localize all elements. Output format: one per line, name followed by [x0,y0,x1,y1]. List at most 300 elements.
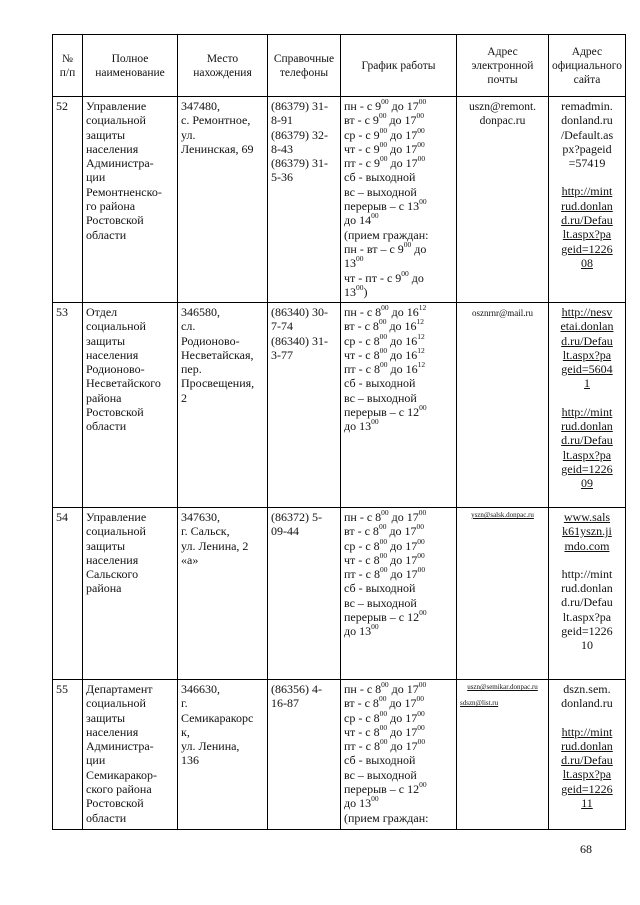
schedule-text: вс – выходной [344,767,417,782]
org-name-line: защиты [86,333,126,348]
email-address[interactable]: osznrnr@mail.ru [471,308,534,318]
schedule-text: до 16 [388,305,419,319]
schedule-time-minutes: 12 [416,317,425,327]
org-phones-line: 5-36 [271,170,293,185]
schedule-time-minutes: 00 [416,522,425,532]
schedule-text: ) [363,284,368,299]
org-location-line: пер. [181,362,202,377]
org-name-line: области [86,810,127,825]
org-name [83,680,178,830]
website-link-line[interactable]: rud.donlan [561,581,613,596]
org-name-line: области [86,227,127,242]
header-schedule: График работы [341,35,457,97]
website-link-line[interactable]: remadmin. [561,99,613,113]
org-location-line: Ленинская, 69 [181,141,254,156]
org-name-line: Ростовской [86,796,144,811]
schedule-time-minutes: 00 [417,722,425,732]
schedule-text: пн - с 9 [344,99,382,113]
schedule-time-minutes: 00 [379,345,388,355]
schedule-text: до 13 [344,796,372,811]
schedule-time-minutes: 00 [419,780,427,790]
email-cell [457,508,549,680]
website-cell [549,303,626,508]
org-location-line: г. [181,696,188,711]
org-name-line: социальной [86,524,146,539]
website-link-line[interactable]: http://mint [561,566,613,581]
schedule-line [344,362,453,376]
row-number: 52 [53,97,83,303]
schedule-text: (прием граждан: [344,227,429,242]
website-link-line[interactable]: lt.aspx?pa [562,609,612,624]
schedule-text: чт - с 9 [344,141,380,156]
website-link-line[interactable]: http://mint [561,184,613,199]
schedule-line [344,510,453,524]
org-name-line: Администра- [86,739,154,754]
org-name-line: ского района [86,782,152,797]
schedule-time-minutes: 00 [371,417,379,427]
schedule-text: до 17 [388,682,419,696]
org-phones [268,680,341,830]
header-email: Адрес электронной почты [457,35,549,97]
schedule-text: 13 [344,256,356,271]
website-cell [549,508,626,680]
website-link-line[interactable]: 10 [580,638,593,653]
schedule-text: до 17 [387,552,418,567]
org-location [178,303,268,508]
website-link-line[interactable]: geid=1226 [561,241,613,256]
schedule-text: перерыв – с 12 [344,610,420,625]
schedule-line [344,170,453,184]
schedule-time-minutes: 00 [416,111,425,121]
schedule-text: вт - с 8 [344,524,379,539]
schedule-text: пт - с 8 [344,362,380,377]
schedule-text: до 17 [386,113,417,128]
schedule-line [344,682,453,696]
org-location [178,97,268,303]
org-location-line: «а» [181,552,199,567]
website-link-line[interactable]: geid=5604 [561,362,613,377]
org-phones-line: (86379) 32- [271,127,328,142]
org-name-line: Ростовской [86,213,144,228]
schedule-text: до 13 [344,419,372,434]
org-name [83,508,178,680]
website-link-line[interactable]: rud.donlan [561,738,613,753]
schedule-text: до 14 [344,213,372,228]
org-phones-line: 09-44 [271,524,299,539]
website-link-line[interactable]: d.ru/Defau [561,213,613,228]
table-row [53,680,626,830]
schedule-time-minutes: 00 [371,622,379,632]
schedule-text: до [411,241,427,256]
org-phones [268,303,341,508]
schedule-time-minutes: 00 [378,317,387,327]
schedule-text: перерыв – с 12 [344,405,420,420]
schedule-line [344,722,453,739]
schedule-text: сб - выходной [344,376,416,391]
schedule-line [344,256,453,270]
org-location-line: 2 [181,390,187,405]
schedule-line [344,405,453,419]
website-link-line[interactable]: lt.aspx?pa [562,447,612,462]
schedule-text: вт - с 8 [344,319,379,334]
org-location-line: с. Ремонтное, [181,113,251,128]
schedule-line [344,796,453,810]
work-schedule [341,303,457,508]
schedule-time-minutes: 00 [416,694,425,704]
schedule-time-minutes: 12 [417,345,425,355]
schedule-line [344,113,453,127]
org-location-line: Родионово- [181,333,240,348]
schedule-text: до 16 [387,347,418,362]
schedule-text: пн - с 8 [344,510,382,524]
org-location [178,680,268,830]
schedule-text: сб - выходной [344,170,416,185]
org-phones [268,97,341,303]
header-row [53,35,626,97]
schedule-time-minutes: 00 [371,211,379,221]
schedule-time-minutes: 00 [379,536,388,546]
schedule-time-minutes: 12 [417,331,425,341]
schedule-text: чт - с 8 [344,552,380,567]
schedule-text: вт - с 9 [344,113,379,128]
schedule-text: до 16 [387,333,418,348]
org-name-line: Отдел [86,305,118,319]
schedule-time-minutes: 00 [418,97,427,106]
schedule-line [344,345,453,362]
schedule-text: ср - с 9 [344,127,380,142]
schedule-line [344,811,453,825]
schedule-text: до 16 [387,362,418,377]
schedule-line [344,156,453,170]
schedule-time-minutes: 00 [381,97,389,106]
schedule-time-minutes: 00 [356,282,364,292]
schedule-text: вт - с 8 [344,696,379,711]
social-protection-table [52,34,626,830]
website-link-line[interactable]: k61yszn.ji [562,524,612,539]
work-schedule [341,508,457,680]
schedule-line [344,228,453,242]
schedule-time-minutes: 00 [418,680,427,689]
schedule-line [344,99,453,113]
website-link-line[interactable]: 09 [580,476,593,491]
website-link-line[interactable]: d.ru/Defau [561,595,613,610]
org-location-line: 347630, [181,510,220,524]
org-name-line: ции [86,753,106,768]
website-link-line[interactable]: mdo.com [564,538,610,553]
header-num: № п/п [53,35,83,97]
schedule-text: пн - с 8 [344,305,382,319]
org-location-line: Просвещения, [181,376,255,391]
schedule-time-minutes: 12 [417,360,426,370]
schedule-text: ср - с 8 [344,710,380,725]
website-link-line[interactable]: d.ru/Defau [561,433,613,448]
website-link-line[interactable]: 08 [580,255,593,270]
schedule-time-minutes: 00 [419,403,427,413]
website-link-line[interactable]: lt.aspx?pa [562,227,612,242]
website-spacer [550,170,624,184]
schedule-line [344,567,453,581]
website-link-line[interactable]: http://mint [561,404,613,419]
website-spacer [550,391,624,405]
website-link-line[interactable]: geid=1226 [561,461,613,476]
schedule-time-minutes: 00 [356,254,364,264]
schedule-text: (прием граждан: [344,810,429,825]
email-address[interactable]: uszn@remont. donpac.ru [468,101,537,128]
header-site: Адрес официального сайта [549,35,626,97]
schedule-text: пт - с 9 [344,156,380,171]
schedule-text: до 17 [388,510,419,524]
schedule-line [344,739,453,753]
org-location-line: 346630, [181,682,220,696]
schedule-text: до 17 [388,99,419,113]
org-name [83,97,178,303]
website-cell [549,680,626,830]
schedule-text: до 17 [387,739,418,754]
schedule-time-minutes: 00 [378,694,387,704]
work-schedule [341,97,457,303]
org-location-line: ул. Ленина, 2 [181,538,249,553]
schedule-time-minutes: 00 [380,565,388,575]
email-address[interactable]: yszn@salsk.donpac.ru [471,511,534,519]
org-location-line: Несветайская, [181,347,254,362]
schedule-text: чт - с 8 [344,724,380,739]
website-link-line[interactable]: 1 [583,376,590,391]
schedule-time-minutes: 00 [380,737,388,747]
schedule-time-minutes: 00 [381,508,389,517]
schedule-time-minutes: 00 [419,608,427,618]
org-location-line: Семикаракорс [181,710,254,725]
org-name-line: защиты [86,710,126,725]
document-table-wrapper [52,34,626,830]
website-link-line[interactable]: rud.donlan [561,419,613,434]
org-location-line: 346580, [181,305,220,319]
org-phones-line: 7-74 [271,319,293,334]
schedule-line [344,753,453,767]
org-name-line: района [86,581,122,596]
org-location-line: г. Сальск, [181,524,230,539]
website-spacer [550,553,624,567]
org-name-line: Ростовской [86,405,144,420]
schedule-text: пт - с 8 [344,739,380,754]
org-location [178,508,268,680]
schedule-time-minutes: 00 [381,303,389,312]
schedule-time-minutes: 00 [417,125,425,135]
schedule-text: до [408,270,424,285]
website-link-line[interactable]: geid=1226 [561,781,613,796]
schedule-text: вс – выходной [344,595,417,610]
org-name-line: населения [86,552,139,567]
schedule-line [344,185,453,199]
schedule-text: до 17 [386,524,417,539]
schedule-time-minutes: 00 [379,125,388,135]
schedule-text: чт - с 8 [344,347,380,362]
schedule-time-minutes: 00 [418,508,427,517]
schedule-time-minutes: 00 [381,680,389,689]
schedule-line [344,524,453,538]
schedule-line [344,391,453,405]
website-link-line[interactable]: geid=1226 [561,624,613,639]
org-name-line: области [86,419,127,434]
header-phones: Справочные телефоны [268,35,341,97]
header-location: Место нахождения [178,35,268,97]
org-phones-line: (86379) 31- [271,156,328,171]
schedule-time-minutes: 00 [417,737,426,747]
website-link-line[interactable]: 11 [581,796,593,811]
org-name [83,303,178,508]
org-name-line: защиты [86,538,126,553]
schedule-line [344,708,453,725]
website-link-line[interactable]: dszn.sem. [563,682,611,696]
schedule-text: до 17 [387,538,418,553]
schedule-line [344,331,453,348]
page-number: 68 [580,842,592,856]
org-location-line: ул. [181,127,196,142]
org-name-line: населения [86,347,139,362]
org-phones [268,508,341,680]
schedule-line [344,536,453,553]
org-name-line: района [86,390,122,405]
schedule-text: перерыв – с 13 [344,199,420,214]
header-name: Полное наименование [83,35,178,97]
org-name-line: ции [86,170,106,185]
website-link-line[interactable]: =57419 [568,156,606,171]
schedule-time-minutes: 00 [401,268,409,278]
email-address[interactable]: uszn@semikar.donpac.ru [467,683,538,691]
org-phones-line: 16-87 [271,696,299,711]
website-link-line[interactable]: lt.aspx?pa [562,767,612,782]
table-row [53,303,626,508]
org-phones-line: (86372) 5- [271,510,322,524]
schedule-time-minutes: 00 [379,331,388,341]
schedule-time-minutes: 00 [379,550,388,560]
website-link-line[interactable]: px?pageid [562,141,612,156]
schedule-text: до 17 [387,141,418,156]
org-phones-line: (86356) 4- [271,682,322,696]
org-name-line: Ремонтненско- [86,184,162,199]
org-phones-line: (86379) 31- [271,99,328,113]
schedule-line [344,550,453,567]
org-name-line: населения [86,141,139,156]
schedule-line [344,696,453,710]
table-row [53,97,626,303]
org-name-line: Администра- [86,156,154,171]
website-link-line[interactable]: etai.donlan [560,319,614,334]
schedule-text: сб - выходной [344,753,416,768]
schedule-time-minutes: 00 [417,565,426,575]
schedule-text: 13 [344,284,356,299]
org-name-line: Управление [86,99,147,113]
email-cell [457,303,549,508]
org-name-line: защиты [86,127,126,142]
email-cell [457,680,549,830]
website-link-line[interactable]: http://nesv [561,305,613,319]
website-link-line[interactable]: rud.donlan [561,198,613,213]
org-name-line: Управление [86,510,147,524]
org-name-line: Департамент [86,682,153,696]
work-schedule [341,680,457,830]
org-name-line: социальной [86,113,146,128]
schedule-time-minutes: 00 [380,360,388,370]
schedule-time-minutes: 00 [379,139,388,149]
schedule-line [344,213,453,227]
schedule-text: до 13 [344,624,372,639]
schedule-text: до 17 [386,696,417,711]
schedule-text: пн - с 8 [344,682,382,696]
website-spacer [550,711,624,725]
schedule-line [344,581,453,595]
table-row [53,508,626,680]
schedule-text: вс – выходной [344,184,417,199]
org-phones-line: (86340) 31- [271,333,328,348]
schedule-text: до 17 [387,156,418,171]
website-link-line[interactable]: donland.ru [561,113,613,128]
schedule-text: ср - с 8 [344,538,380,553]
schedule-time-minutes: 00 [417,139,425,149]
schedule-line [344,782,453,796]
schedule-text: до 17 [387,567,418,582]
schedule-line [344,139,453,156]
schedule-line [344,596,453,610]
schedule-text: до 16 [386,319,417,334]
schedule-line [344,419,453,433]
schedule-time-minutes: 00 [419,197,427,207]
schedule-time-minutes: 00 [371,794,379,804]
schedule-time-minutes: 00 [379,708,388,718]
schedule-time-minutes: 00 [417,708,425,718]
schedule-line [344,125,453,142]
schedule-text: пт - с 8 [344,567,380,582]
org-name-line: Сальского [86,567,139,582]
row-number: 54 [53,508,83,680]
schedule-text: чт - пт - с 9 [344,270,402,285]
website-link-line[interactable]: lt.aspx?pa [562,347,612,362]
website-link-line[interactable]: www.sals [563,510,611,524]
org-location-line: 347480, [181,99,220,113]
row-number: 53 [53,303,83,508]
org-location-line: 136 [181,753,199,768]
schedule-time-minutes: 00 [417,154,426,164]
schedule-line [344,610,453,624]
website-link-line[interactable]: http://mint [561,724,613,739]
schedule-line [344,376,453,390]
schedule-text: пн - вт – с 9 [344,241,404,256]
schedule-time-minutes: 00 [380,154,388,164]
schedule-time-minutes: 00 [378,522,387,532]
schedule-time-minutes: 00 [417,550,425,560]
schedule-text: до 17 [387,127,418,142]
website-link-line[interactable]: d.ru/Defau [561,753,613,768]
org-name-line: социальной [86,319,146,334]
email-address-secondary[interactable]: sdszn@list.ru [460,699,499,707]
schedule-time-minutes: 12 [418,303,427,312]
website-link-line[interactable]: d.ru/Defau [561,333,613,348]
schedule-line [344,199,453,213]
schedule-text: вс – выходной [344,390,417,405]
schedule-line [344,624,453,638]
schedule-time-minutes: 00 [403,239,412,249]
schedule-text: до 17 [387,724,418,739]
website-link-line[interactable]: /Default.as [560,127,614,142]
org-phones-line: 8-91 [271,113,293,128]
org-phones-line: (86340) 30- [271,305,328,319]
website-link-line[interactable]: donland.ru [561,696,613,711]
schedule-line [344,319,453,333]
website-cell [549,97,626,303]
org-name-line: населения [86,724,139,739]
email-cell [457,97,549,303]
schedule-line [344,768,453,782]
org-name-line: го района [86,199,136,214]
